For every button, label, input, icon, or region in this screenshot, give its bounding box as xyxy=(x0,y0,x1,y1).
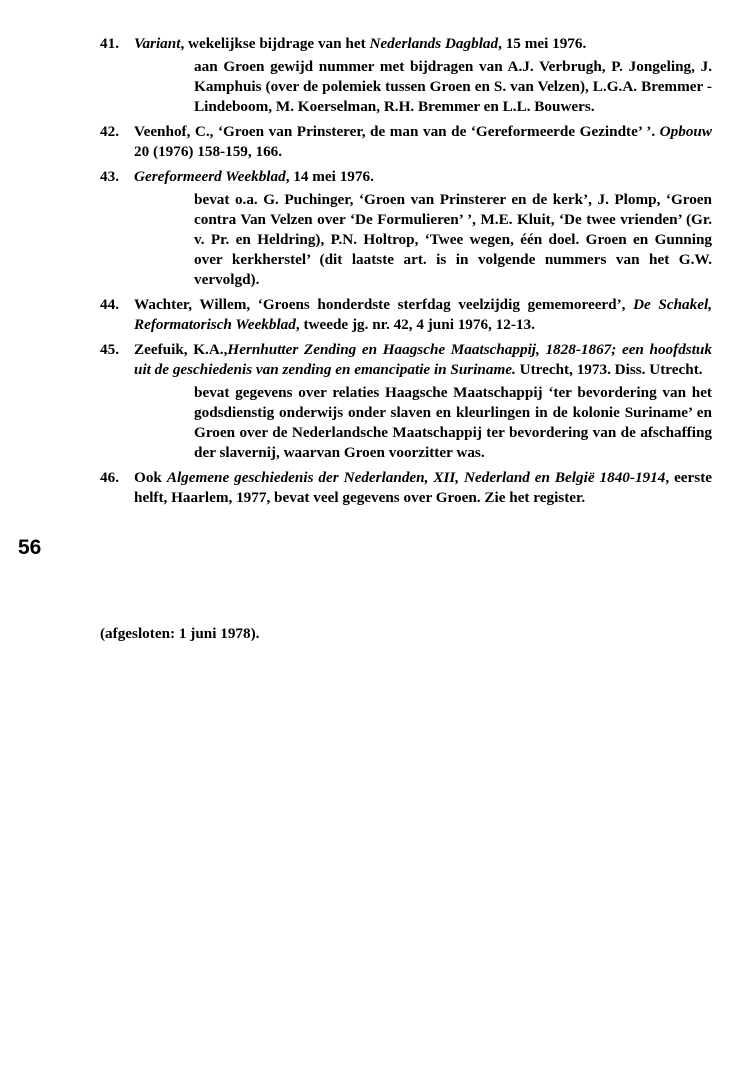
bibliography-entry-41 xyxy=(100,34,712,117)
bibliography-list xyxy=(100,34,712,513)
citation-text: 20 (1976) 158-159, 166. xyxy=(134,143,283,160)
citation-title: Hernhutter Zending en Haagsche Maatschappij, 1828-1867; een hoofdstuk uit de geschiedenis van zending en emancipatie in Suriname. xyxy=(134,341,712,378)
closing-date-note: (afgesloten: 1 juni 1978). xyxy=(100,625,260,642)
citation-text: Zeefuik, K.A., xyxy=(134,341,228,358)
entry-citation xyxy=(134,34,712,54)
citation-title: Gereformeerd Weekblad xyxy=(134,168,286,185)
entry-number: 46. xyxy=(100,469,119,486)
bibliography-entry-45 xyxy=(100,340,712,463)
citation-text: Wachter, Willem, ‘Groens honderdste sterfdag veelzijdig gememoreerd’, xyxy=(134,296,634,313)
entry-number: 45. xyxy=(100,341,119,358)
bibliography-entry-44 xyxy=(100,295,712,335)
citation-text: Veenhof, C., ‘Groen van Prinsterer, de man van de ‘Gereformeerde Gezindte’ ’. xyxy=(134,123,660,140)
entry-annotation: bevat gegevens over relaties Haagsche Maatschappij ‘ter bevordering van het godsdienstig onderwijs onder slaven en kleurlingen in de kolonie Suriname’ en Groen over de Nederlandsche Maatschappij ter bevordering van de afschaffing der slavernij, waarvan Groen voorzitter was. xyxy=(194,384,712,461)
entry-annotation: aan Groen gewijd nummer met bijdragen van A.J. Verbrugh, P. Jongeling, J. Kamphuis (over de polemiek tussen Groen en S. van Velzen), L.G.A. Bremmer - Lindeboom, M. Koerselman, R.H. Bremmer en L.L. Bouwers. xyxy=(194,58,712,115)
citation-title: Nederlands Dagblad xyxy=(369,35,499,52)
citation-title: Algemene geschiedenis der Nederlanden, XII, Nederland en België 1840-1914 xyxy=(166,469,666,486)
citation-text: Utrecht, 1973. Diss. Utrecht. xyxy=(515,361,703,378)
citation-title: Opbouw xyxy=(659,123,712,140)
citation-title: De Schakel, Reformatorisch Weekblad xyxy=(134,296,712,333)
citation-text: Ook xyxy=(134,469,167,486)
citation-title: Variant xyxy=(134,35,181,52)
entry-number: 44. xyxy=(100,296,119,313)
citation-text: , eerste helft, Haarlem, 1977, bevat veel gegevens over Groen. Zie het register. xyxy=(134,469,713,506)
entry-citation xyxy=(134,295,712,335)
bibliography-entry-42 xyxy=(100,122,712,162)
entry-citation xyxy=(134,167,712,187)
entry-citation xyxy=(134,468,712,508)
entry-number: 42. xyxy=(100,123,119,140)
citation-text: , tweede jg. nr. 42, 4 juni 1976, 12-13. xyxy=(295,316,535,333)
citation-text: , wekelijkse bijdrage van het xyxy=(180,35,370,52)
bibliography-entry-43 xyxy=(100,167,712,290)
entry-number: 41. xyxy=(100,35,119,52)
citation-text: , 15 mei 1976. xyxy=(498,35,587,52)
entry-citation xyxy=(134,340,712,380)
entry-number: 43. xyxy=(100,168,119,185)
page-number: 56 xyxy=(18,536,42,559)
entry-citation xyxy=(134,122,712,162)
citation-text: , 14 mei 1976. xyxy=(285,168,374,185)
bibliography-entry-46 xyxy=(100,468,712,508)
entry-annotation: bevat o.a. G. Puchinger, ‘Groen van Prinsterer en de kerk’, J. Plomp, ‘Groen contra Van Velzen over ‘De Formulieren’ ’, M.E. Kluit, ‘De twee vrienden’ (Gr. v. Pr. en Heldring), P.N. Holtrop, ‘Twee wegen, één doel. Groen en Gunning over kerkherstel’ (dit laatste art. is in volgende nummers van het G.W. vervolgd). xyxy=(194,191,712,288)
